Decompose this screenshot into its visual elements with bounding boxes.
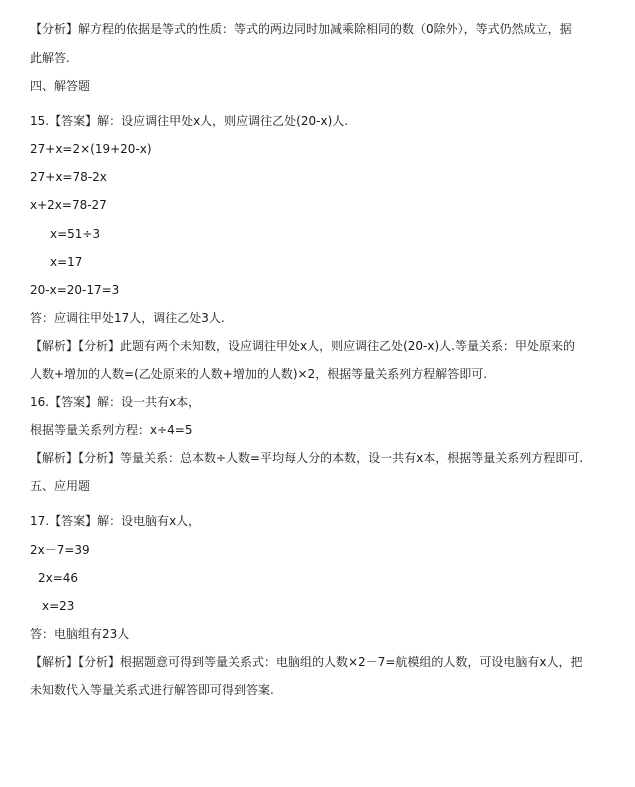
explanation-17-line-2: 未知数代入等量关系式进行解答即可得到答案. [30,683,274,697]
answer-17-heading: 17.【答案】解：设电脑有x人， [30,514,201,528]
equation-line: 27+x=78-2x [30,170,107,184]
explanation-16: 【解析】【分析】等量关系：总本数÷人数=平均每人分的本数，设一共有x本，根据等量关系列方程即可. [30,451,584,465]
explanation-15-line-1: 【解析】【分析】此题有两个未知数，设应调往甲处x人，则应调往乙处(20-x)人.等量关系：甲处原来的 [30,339,575,353]
equation-line: 20-x=20-17=3 [30,283,120,297]
equation-line: 2x=46 [38,571,79,585]
equation-line: 2x－7=39 [30,543,90,557]
equation-line: x=23 [42,599,75,613]
answer-17-conclusion: 答：电脑组有23人 [30,627,130,641]
explanation-15-line-2: 人数+增加的人数=(乙处原来的人数+增加的人数)×2，根据等量关系列方程解答即可. [30,367,488,381]
section-heading-five: 五、应用题 [30,479,91,493]
answer-15-conclusion: 答：应调往甲处17人，调往乙处3人. [30,311,225,325]
answer-16-equation: 根据等量关系列方程：x÷4=5 [30,423,193,437]
explanation-17-line-1: 【解析】【分析】根据题意可得到等量关系式：电脑组的人数×2－7=航模组的人数，可设电脑有x人，把 [30,655,583,669]
equation-line: x=17 [50,255,83,269]
section-heading-four: 四、解答题 [30,79,91,93]
analysis-text-line-1: 【分析】解方程的依据是等式的性质：等式的两边同时加减乘除相同的数（0除外），等式仍然成立，据 [30,22,572,36]
answer-16-heading: 16.【答案】解：设一共有x本， [30,395,201,409]
answer-15-heading: 15.【答案】解：设应调往甲处x人，则应调往乙处(20-x)人. [30,114,349,128]
equation-line: x=51÷3 [50,227,101,241]
equation-line: x+2x=78-27 [30,198,107,212]
analysis-text-line-2: 此解答. [30,51,70,65]
equation-line: 27+x=2×(19+20-x) [30,142,152,156]
